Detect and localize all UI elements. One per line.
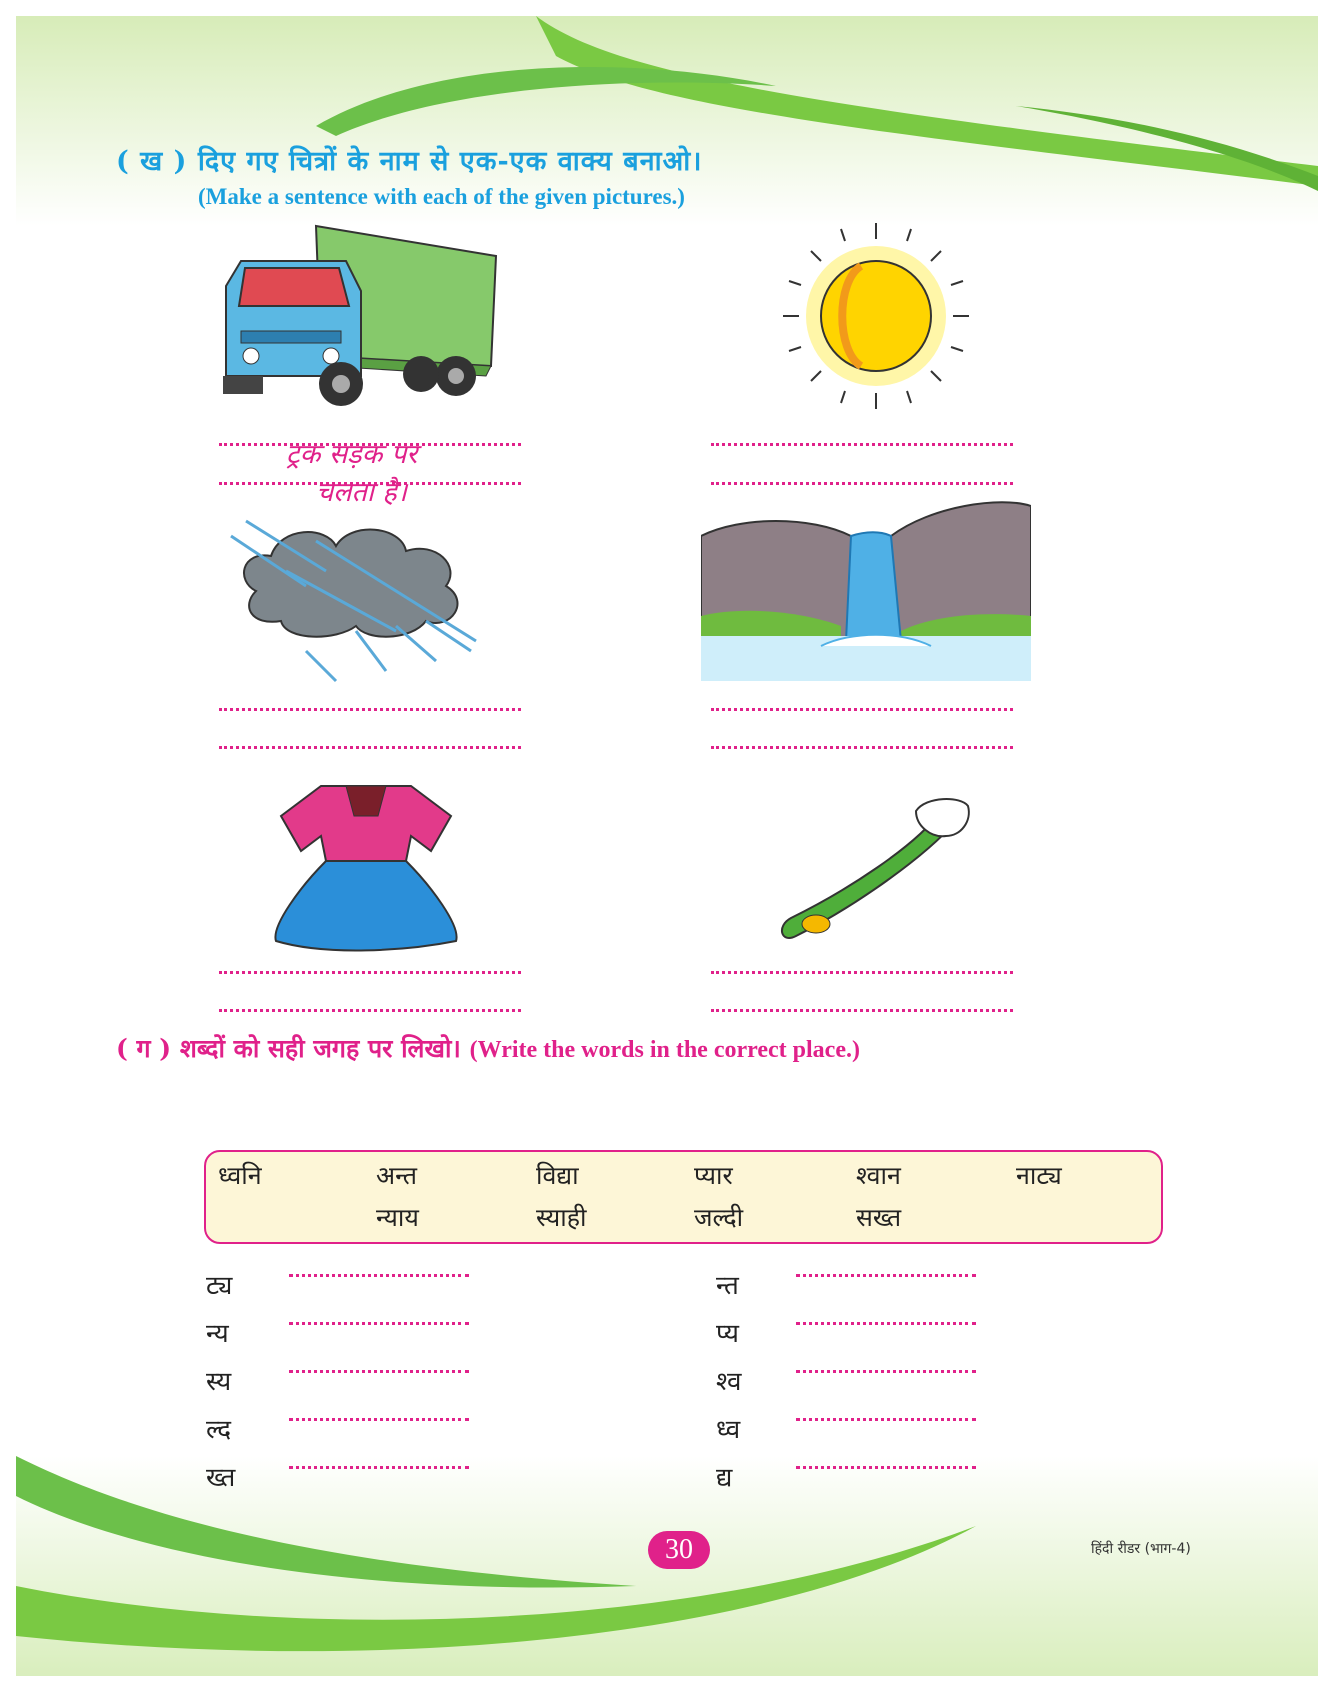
word: न्याय <box>376 1203 419 1232</box>
truck-icon <box>221 216 521 416</box>
word: स्याही <box>536 1203 587 1232</box>
answer-line[interactable] <box>711 443 1013 446</box>
page-number: 30 <box>648 1531 710 1569</box>
word: जल्दी <box>694 1203 744 1232</box>
word: विद्या <box>536 1161 579 1190</box>
word-box <box>204 1150 1163 1244</box>
conjunct-label: न्त <box>716 1271 739 1301</box>
answer-line[interactable] <box>219 1009 521 1012</box>
answer-line[interactable] <box>796 1418 976 1421</box>
section-c-title <box>116 1031 860 1065</box>
answer-line[interactable] <box>796 1466 976 1469</box>
waterfall-icon <box>701 496 1031 686</box>
answer-line[interactable] <box>289 1466 469 1469</box>
answer-line[interactable] <box>219 708 521 711</box>
answer-line[interactable] <box>711 1009 1013 1012</box>
frock-icon <box>266 776 466 956</box>
section-b-subtitle: (Make a sentence with each of the given pictures.) <box>198 184 685 209</box>
section-c-title-hindi: ( ग ) शब्दों को सही जगह पर लिखो। <box>116 1034 461 1063</box>
conjunct-label: श्व <box>716 1367 742 1397</box>
answer-line[interactable] <box>796 1274 976 1277</box>
section-c-title-english: (Write the words in the correct place.) <box>469 1037 860 1063</box>
answer-line[interactable] <box>711 482 1013 485</box>
word: श्वान <box>856 1161 901 1190</box>
workbook-page <box>16 16 1318 1676</box>
answer-line[interactable] <box>219 746 521 749</box>
handwritten-answer-line1: ट्रक सड़क पर <box>286 439 418 470</box>
word: सख्त <box>856 1203 902 1232</box>
section-b-title: ( ख ) दिए गए चित्रों के नाम से एक-एक वाक्य बनाओ। <box>116 146 703 177</box>
book-title: हिंदी रीडर (भाग-4) <box>1091 1541 1191 1557</box>
word: ध्वनि <box>218 1161 262 1190</box>
handwritten-answer-line2: चलता है। <box>316 477 407 508</box>
answer-line[interactable] <box>796 1322 976 1325</box>
sun-icon <box>781 221 971 411</box>
conjunct-label: ट्य <box>206 1271 233 1301</box>
answer-line[interactable] <box>219 971 521 974</box>
conjunct-label: स्य <box>206 1367 232 1397</box>
rain-cloud-icon <box>226 511 496 691</box>
toothbrush-icon <box>776 796 976 956</box>
conjunct-label: ध्व <box>716 1415 741 1445</box>
word: नाट्य <box>1016 1161 1062 1190</box>
answer-line[interactable] <box>796 1370 976 1373</box>
word: अन्त <box>376 1161 418 1190</box>
conjunct-label: ल्द <box>206 1415 232 1445</box>
conjunct-label: प्य <box>716 1319 739 1349</box>
conjunct-label: द्य <box>716 1463 733 1493</box>
conjunct-label: न्य <box>206 1319 229 1349</box>
conjunct-label: ख्त <box>206 1463 236 1493</box>
answer-line[interactable] <box>289 1274 469 1277</box>
answer-line[interactable] <box>289 1370 469 1373</box>
answer-line[interactable] <box>711 971 1013 974</box>
answer-line[interactable] <box>711 708 1013 711</box>
answer-line[interactable] <box>289 1418 469 1421</box>
answer-line[interactable] <box>711 746 1013 749</box>
answer-line[interactable] <box>289 1322 469 1325</box>
word: प्यार <box>694 1161 733 1190</box>
